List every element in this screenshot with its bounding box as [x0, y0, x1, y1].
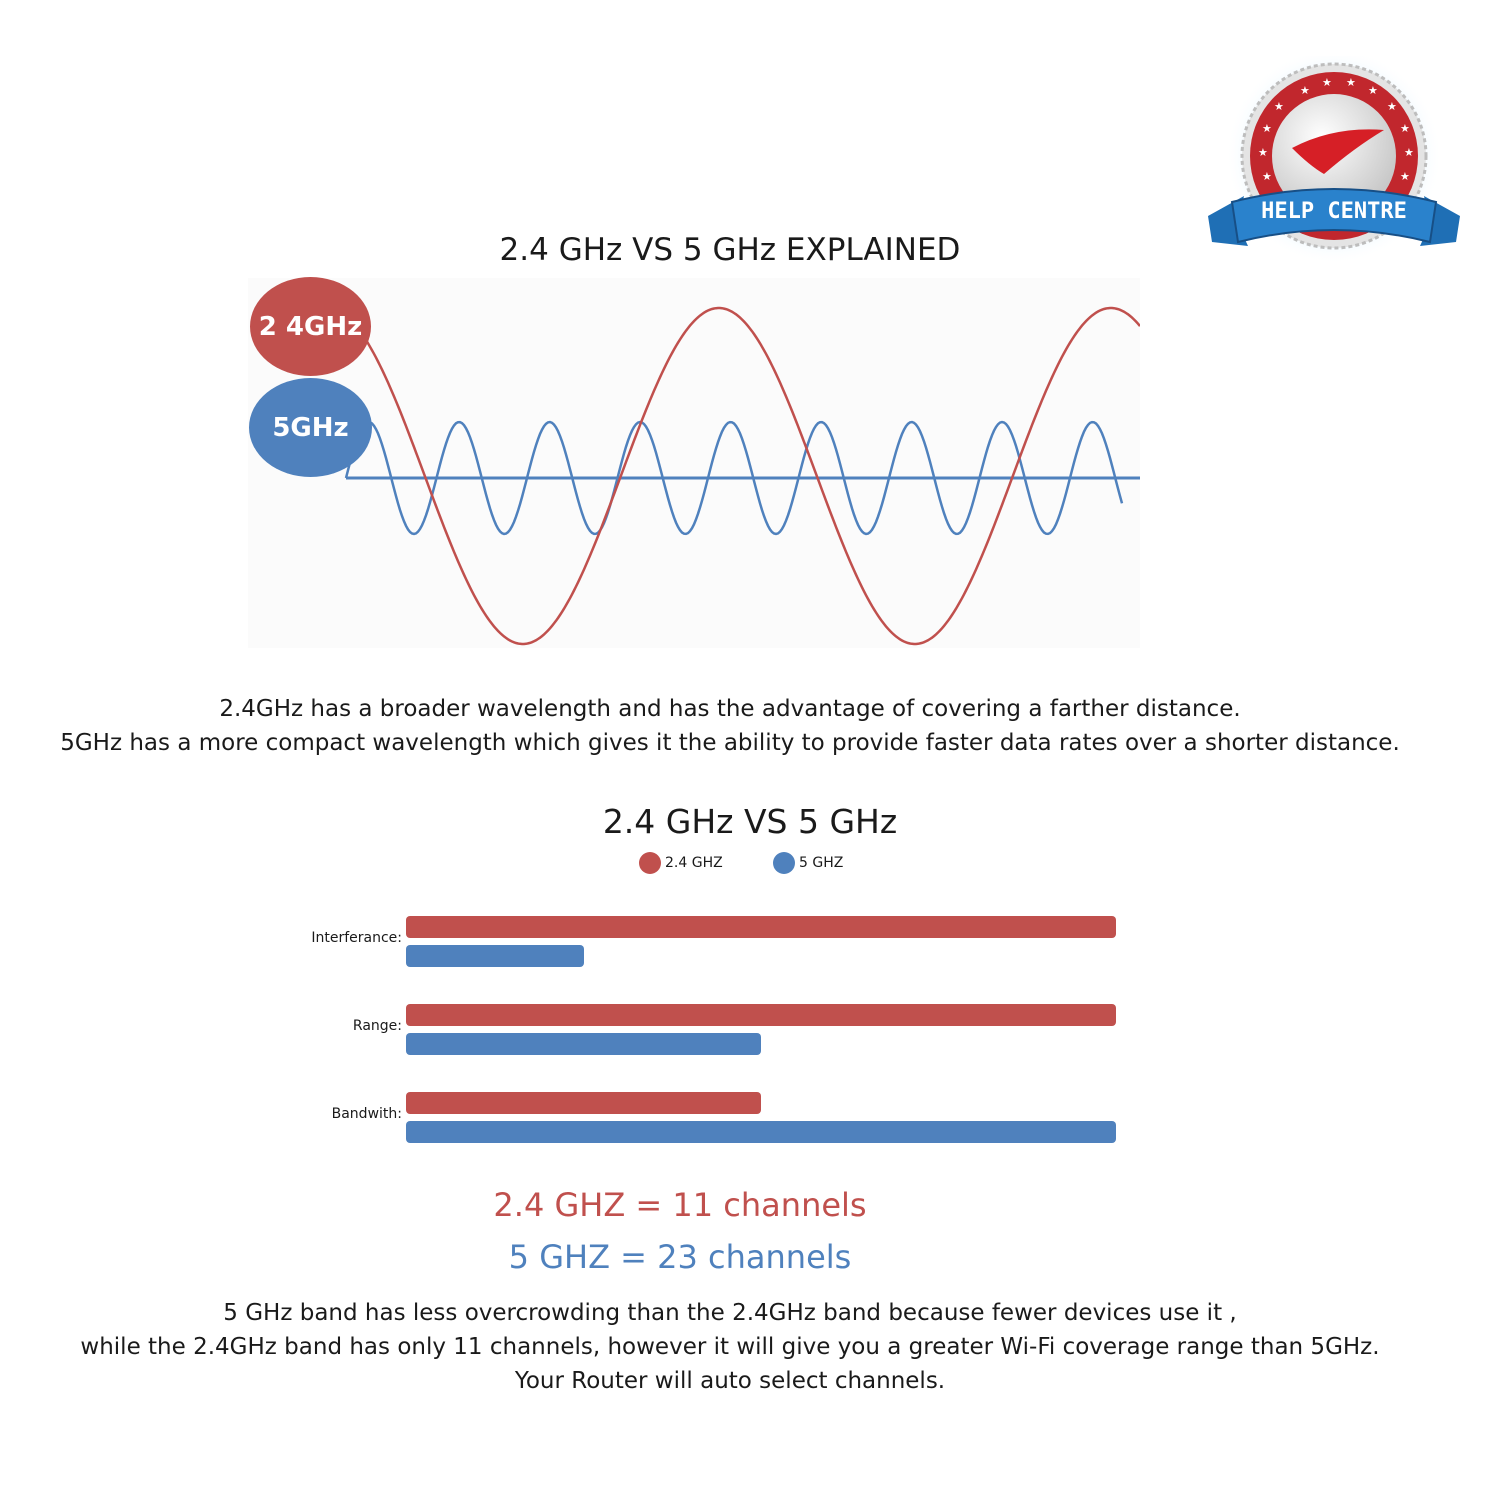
svg-text:★: ★	[1346, 76, 1356, 89]
footer-line-2: while the 2.4GHz band has only 11 channels, however it will give you a greater Wi-Fi coverage range than 5GHz.	[80, 1334, 1380, 1360]
bar-chart-title: 2.4 GHz VS 5 GHz	[602, 802, 898, 841]
channels-5ghz: 5 GHZ = 23 channels	[508, 1238, 852, 1276]
legend-swatch-2-4ghz	[639, 852, 661, 874]
bar-2-4ghz	[406, 1092, 761, 1114]
wave-explanation-line-2: 5GHz has a more compact wavelength which gives it the ability to provide faster data rates over a shorter distance.	[60, 730, 1400, 756]
svg-text:★: ★	[1404, 146, 1414, 159]
svg-text:★: ★	[1274, 100, 1284, 113]
category-label: Bandwith:	[331, 1106, 402, 1122]
svg-text:★: ★	[1400, 122, 1410, 135]
svg-text:★: ★	[1368, 84, 1378, 97]
legend-swatch-5ghz	[773, 852, 795, 874]
svg-text:★: ★	[1262, 122, 1272, 135]
footer-line-3: Your Router will auto select channels.	[514, 1368, 946, 1394]
svg-text:★: ★	[1400, 170, 1410, 183]
wave-explanation	[0, 692, 1460, 760]
footer-line-1: 5 GHz band has less overcrowding than the 2.4GHz band because fewer devices use it ,	[223, 1300, 1237, 1326]
bar-5ghz	[406, 1121, 1116, 1143]
footer-explanation	[0, 1296, 1460, 1398]
wave-diagram	[248, 278, 1140, 648]
svg-text:★: ★	[1300, 84, 1310, 97]
bar-2-4ghz	[406, 1004, 1116, 1026]
bar-5ghz	[406, 1033, 761, 1055]
wave-2-4ghz	[358, 308, 1140, 644]
legend-label-5ghz: 5 GHZ	[799, 855, 844, 871]
bubble-5ghz: 5GHz	[249, 378, 372, 477]
badge-text: HELP CENTRE	[1261, 199, 1407, 224]
svg-text:★: ★	[1262, 170, 1272, 183]
bar-5ghz	[406, 945, 584, 967]
svg-text:★: ★	[1258, 146, 1268, 159]
wave-section-title: 2.4 GHz VS 5 GHz EXPLAINED	[499, 232, 961, 268]
wave-explanation-line-1: 2.4GHz has a broader wavelength and has the advantage of covering a farther distance.	[219, 696, 1241, 722]
category-label: Range:	[352, 1018, 402, 1034]
legend-item-2-4ghz	[639, 852, 723, 874]
svg-text:★: ★	[1322, 76, 1332, 89]
legend-item-5ghz	[773, 852, 843, 874]
legend-label-2-4ghz: 2.4 GHZ	[665, 855, 723, 871]
channels-2-4ghz: 2.4 GHZ = 11 channels	[493, 1186, 867, 1224]
svg-text:★: ★	[1387, 100, 1397, 113]
category-label: Interferance:	[311, 930, 402, 946]
bubble-2-4ghz: 2 4GHz	[250, 277, 371, 376]
bar-2-4ghz	[406, 916, 1116, 938]
